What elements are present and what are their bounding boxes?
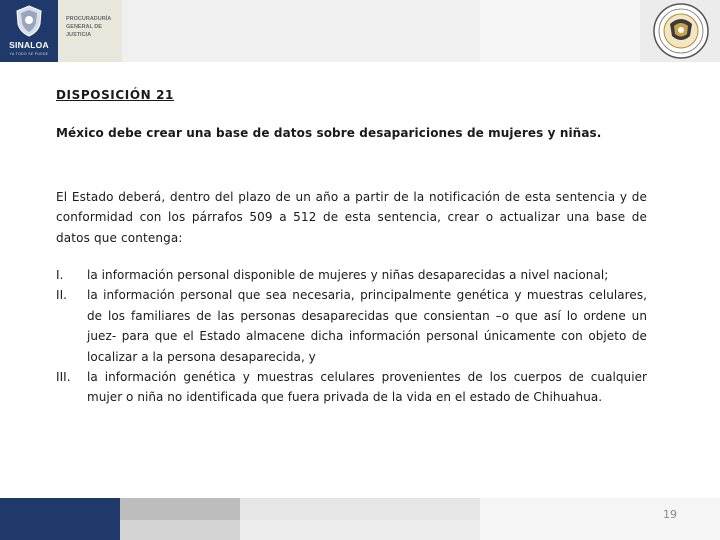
list-item-text: la información personal que sea necesaria, principalmente genética y muestras celulares, de los familiares de las personas desaparecidas que consientan –o que así lo ordene un juez- para que el Estado almacene dicha información personal únicamente con objeto de localizar a la persona desaparecida, y (87, 288, 647, 364)
document-heading: DISPOSICIÓN 21 (56, 88, 174, 102)
sinaloa-wordmark: SINALOA (9, 40, 49, 50)
list-item-number: I. (56, 268, 64, 282)
page-number: 19 (663, 508, 677, 521)
official-seal-icon (652, 2, 710, 60)
footer-band-segment (240, 498, 480, 520)
footer-band-segment (120, 520, 240, 540)
header-band-segment (480, 0, 640, 62)
footer-band (0, 498, 720, 540)
institution-line: GENERAL DE (66, 24, 102, 30)
institution-name (66, 15, 120, 39)
header-band-segment (122, 0, 480, 62)
list-item (56, 285, 647, 367)
sinaloa-tagline: YA TODO SE PUEDE (9, 52, 49, 56)
list-item-text: la información personal disponible de mujeres y niñas desaparecidas a nivel nacional; (87, 268, 609, 282)
footer-band-segment (0, 498, 120, 540)
footer-band-segment (120, 498, 240, 520)
list-item-number: III. (56, 370, 71, 385)
institution-line: JUSTICIA (66, 32, 92, 38)
document-subtitle: México debe crear una base de datos sobre desapariciones de mujeres y niñas. (56, 126, 602, 140)
list-item (56, 367, 647, 408)
footer-band-segment (240, 520, 480, 540)
list-item-text: la información genética y muestras celulares provenientes de los cuerpos de cualquier mujer o niña no identificada que fuera privada de la vida en el estado de Chihuahua. (87, 370, 647, 405)
intro-paragraph: El Estado deberá, dentro del plazo de un año a partir de la notificación de esta sentencia y de conformidad con los párrafos 509 a 512 de esta sentencia, crear o actualizar una base de datos que contenga: (56, 190, 647, 245)
list-item-number: II. (56, 288, 68, 303)
requirements-list (56, 265, 647, 408)
institution-line: PROCURADURÍA (66, 16, 112, 22)
header-band (0, 0, 720, 62)
list-item (56, 265, 647, 285)
sinaloa-crest-icon (12, 4, 46, 38)
